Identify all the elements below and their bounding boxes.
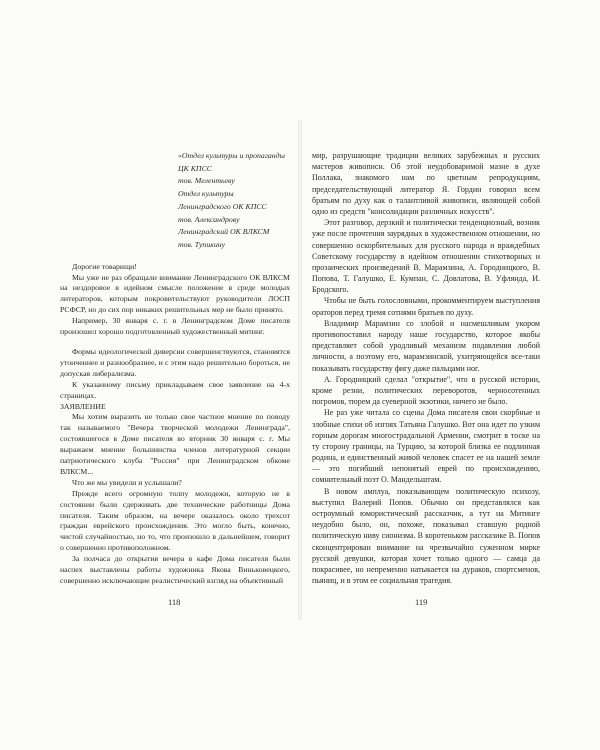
address-line: тов. Мелентьеву	[178, 176, 235, 186]
paragraph: Чтобы не быть голословными, прокомментируем выступления ораторов перед тремя сотнями братьев по духу.	[312, 296, 540, 317]
page-number-left: 118	[168, 597, 181, 607]
paragraph: Формы идеологической диверсии совершенствуются, становятся утонченнее и разнообразнее, и с этим надо решительно бороться, не допуская либерализма.	[60, 346, 290, 378]
salutation: Дорогие товарищи!	[72, 261, 137, 271]
paragraph: Мы уже не раз обращали внимание Ленинградского ОК ВЛКСМ на нездоровое в идейном смысле положение в среде молодых литераторов, которым покровительствуют руководители ЛОСП РСФСР, но до сих пор никаких решительных мер не было принято.	[60, 272, 290, 315]
paragraph: Например, 30 января с. г. в Ленинградском Доме писателя произошел хорошо подготовленный художественный митинг.	[60, 316, 290, 337]
paragraph: Владимир Марамзин со злобой и насмешливым укором противопоставил народу наше государство, которое якобы представляет собой уродливый механизм подавления любой личности, а поэтому его, марамзинской, ухитряющейся все-таки показывать государству фигу даже пальцами ног.	[312, 318, 540, 373]
paragraph: А. Городницкий сделал "открытие", что в русской истории, кроме резни, политических переворотов, черносотенных погромов, тюрем да суеверной экзотики, ничего не было.	[312, 374, 540, 407]
address-line: тов. Александрову	[178, 214, 240, 224]
statement-heading: ЗАЯВЛЕНИЕ	[60, 401, 106, 411]
address-line: «Отдел культуры и пропаганды	[178, 151, 285, 160]
book-gutter	[298, 120, 302, 620]
paragraph: мир, разрушающие традиции великих зарубежных и русских мастеров живописи. Об этой неудобоваримой мазне в духе Поллака, знакомого нам по цветным репродукциям, председательствующий литератор Я. Гордин говорил всем братьям по духу как о талантливой живописи, являющей собой одно из средств "консолидации различных искусств".	[312, 151, 540, 216]
paragraph: Этот разговор, дерзкий и политически тенденциозный, возник уже после прочтения заурядных в художественном отношении, но совершенно оскорбительных для русского народа и враждебных Советскому государству в идейном отношении стихотворных и прозаических произведений В. Марамзина, А. Городницкого, В. Попова, Т. Галушко, Е. Кумпан, С. Довлатова, В. Уфлянда, И. Бродского.	[312, 218, 540, 295]
address-block	[178, 150, 290, 252]
address-line: Ленинградский ОК ВЛКСМ	[178, 227, 270, 237]
paragraph: За полчаса до открытия вечера в кафе Дома писателя были наспех выставлены работы художника Якова Виньковецкого, совершенно исключающие реалистический взгляд на объективный	[60, 554, 290, 585]
paragraph: Прежде всего огромную толпу молодежи, которую не в состоянии были сдерживать две технические работницы Дома писателя. Таким образом, на вечере оказалось около трехсот граждан еврейского происхождения. Это могло быть, конечно, чистой случайностью, но то, что произошло в дальнейшем, говорит о совершенно противоположном.	[60, 488, 290, 553]
address-line: тов. Тупикину	[178, 239, 226, 249]
left-page	[60, 150, 290, 587]
paragraph: Мы хотим выразить не только свое частное мнение по поводу так называемого "Вечера творческой молодежи Ленинграда", состоявшегося в Доме писателя во вторник 30 января с. г. Мы выражаем мнение большинства членов литературной секции патриотического клуба "Россия" при Ленинградском обкоме ВЛКСМ...	[60, 412, 290, 476]
address-line: Ленинградского ОК КПСС	[178, 201, 267, 211]
paragraph: Что же мы увидели и услышали?	[72, 477, 182, 487]
address-line: ЦК КПСС	[178, 163, 212, 173]
address-line: Отдел культуры	[178, 189, 234, 199]
paragraph: К указанному письму прикладываем свое заявление на 4-х страницах.	[60, 379, 290, 400]
page-number-right: 119	[415, 597, 428, 607]
right-page	[312, 150, 540, 586]
paragraph: В новом амплуа, показывающем политическую психозу, выступил Валерий Попов. Обычно он представлялся как остроумный юмористический рассказчик, а тут на Митинге неудобно было, он, похоже, показывал ставшую родной политическую ниву сионизма. В коротеньком рассказике В. Попов сконцентрирован внимание на чрезвычайно суженном мирке русской девушки, которая хочет только одного — самца да покрасивее, но непременно натыкается на дураков, спортсменов, пьяниц, и в этом ее социальная трагедия.	[312, 486, 540, 586]
paragraph: Не раз уже читала со сцены Дома писателя свои скорбные и злобные стихи об изгоях Татьяна Галушко. Вот она идет по узким горным дорогам многострадальной Армении, смотрит в тоске на ту сторону границы, на Турцию, за которой близка ее подлинная родина, и единственный живой человек спасет ее на нашей земле — это погибший непонятый еврей по происхождению, сомнительный поэт О. Мандельштам.	[312, 408, 540, 485]
